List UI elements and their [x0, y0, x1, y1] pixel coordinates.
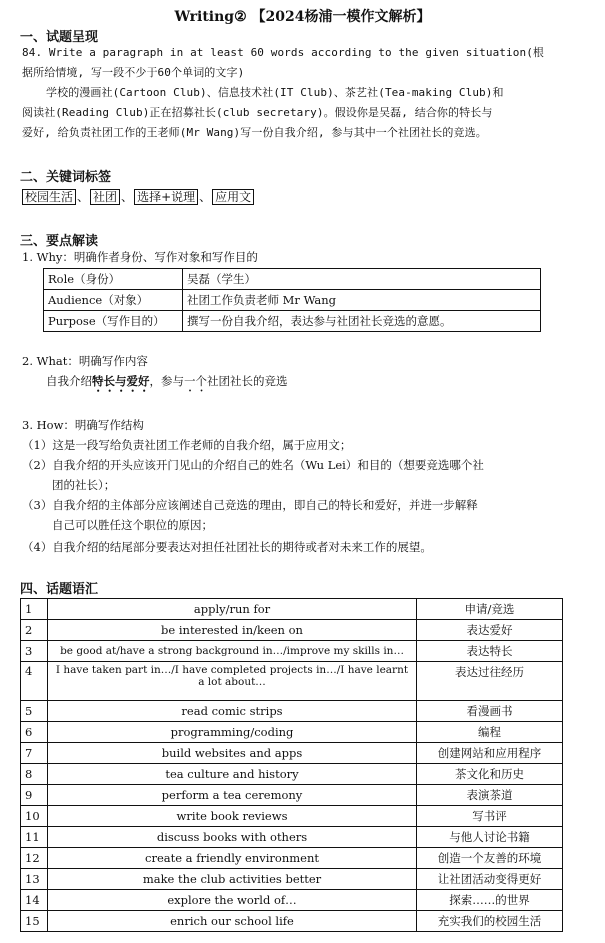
what-content: [46, 372, 288, 395]
english-phrase: build websites and apps: [48, 743, 417, 764]
table-row: [21, 911, 563, 932]
english-phrase: perform a tea ceremony: [48, 785, 417, 806]
row-number: 10: [21, 806, 48, 827]
prompt-line-2: 据所给情境, 写一段不少于60个单词的文字): [22, 66, 245, 79]
how-heading: 3. How：明确写作结构: [22, 418, 144, 432]
table-row: [21, 848, 563, 869]
role-table: [43, 268, 541, 332]
how-point-2-cont: 团的社长）；: [52, 478, 116, 492]
chinese-meaning: 写书评: [417, 806, 563, 827]
row-number: 6: [21, 722, 48, 743]
row-number: 8: [21, 764, 48, 785]
chinese-meaning: 看漫画书: [417, 701, 563, 722]
table-row: [21, 599, 563, 620]
table-row: [21, 806, 563, 827]
section2-heading: 二、关键词标签: [20, 170, 112, 185]
keyword-tag: 应用文: [212, 189, 254, 205]
prompt-line-5: 爱好, 给负责社团工作的王老师(Mr Wang)写一份自我介绍, 参与其中一个社团社长的竞选。: [22, 126, 487, 139]
how-point-2: （2）自我介绍的开头应该开门见山的介绍自己的姓名（Wu Lei）和目的（想要竞选哪个社: [22, 458, 484, 472]
what-heading: 2. What：明确写作内容: [22, 354, 148, 368]
table-row: [21, 890, 563, 911]
keyword-tags: [22, 188, 254, 205]
chinese-meaning: 申请/竞选: [417, 599, 563, 620]
row-number: 14: [21, 890, 48, 911]
chinese-meaning: 表达爱好: [417, 620, 563, 641]
row-number: 5: [21, 701, 48, 722]
chinese-meaning: 充实我们的校园生活: [417, 911, 563, 932]
what-text: ，参与: [149, 374, 184, 388]
tag-separator: 、: [121, 190, 134, 204]
how-point-4: （4）自我介绍的结尾部分要表达对担任社团社长的期待或者对未来工作的展望。: [22, 540, 432, 554]
row-number: 11: [21, 827, 48, 848]
purpose-key: Purpose（写作目的）: [44, 311, 183, 332]
table-row: [21, 620, 563, 641]
section4-heading: 四、话题语汇: [20, 582, 99, 597]
chinese-meaning: 与他人讨论书籍: [417, 827, 563, 848]
english-phrase: enrich our school life: [48, 911, 417, 932]
table-row: [21, 785, 563, 806]
english-phrase: create a friendly environment: [48, 848, 417, 869]
how-point-3-cont: 自己可以胜任这个职位的原因；: [52, 518, 213, 532]
chinese-meaning: 探索……的世界: [417, 890, 563, 911]
why-heading: 1. Why：明确作者身份、写作对象和写作目的: [22, 250, 258, 264]
table-row: [21, 827, 563, 848]
role-value: 吴磊（学生）: [183, 269, 541, 290]
row-number: 1: [21, 599, 48, 620]
keyword-tag: 社团: [90, 189, 120, 205]
table-row: [21, 641, 563, 662]
chinese-meaning: 表达过往经历: [417, 662, 563, 701]
row-number: 4: [21, 662, 48, 701]
chinese-meaning: 表达特长: [417, 641, 563, 662]
section1-heading: 一、试题呈现: [20, 30, 99, 45]
table-row: [44, 290, 541, 311]
what-text: 社团社长的竞选: [207, 374, 288, 388]
english-phrase: read comic strips: [48, 701, 417, 722]
what-emphasis: 特长与爱好: [92, 374, 150, 388]
chinese-meaning: 创造一个友善的环境: [417, 848, 563, 869]
english-phrase: programming/coding: [48, 722, 417, 743]
row-number: 7: [21, 743, 48, 764]
role-key: Role（身份）: [44, 269, 183, 290]
tag-separator: 、: [77, 190, 90, 204]
english-phrase: discuss books with others: [48, 827, 417, 848]
prompt-line-1: 84. Write a paragraph in at least 60 words according to the given situation(根: [22, 46, 545, 59]
table-row: [44, 269, 541, 290]
row-number: 3: [21, 641, 48, 662]
row-number: 12: [21, 848, 48, 869]
chinese-meaning: 让社团活动变得更好: [417, 869, 563, 890]
document-title: Writing② 【2024杨浦一模作文解析】: [174, 9, 431, 25]
row-number: 2: [21, 620, 48, 641]
chinese-meaning: 茶文化和历史: [417, 764, 563, 785]
vocabulary-table: [20, 598, 563, 932]
audience-key: Audience（对象）: [44, 290, 183, 311]
english-phrase: be interested in/keen on: [48, 620, 417, 641]
english-phrase: I have taken part in…/I have completed projects in…/I have learnt a lot about…: [48, 662, 417, 701]
row-number: 15: [21, 911, 48, 932]
english-phrase: be good at/have a strong background in…/improve my skills in…: [48, 641, 417, 662]
prompt-line-3: 学校的漫画社(Cartoon Club)、信息技术社(IT Club)、茶艺社(Tea-making Club)和: [46, 86, 504, 99]
table-row: [21, 764, 563, 785]
english-phrase: apply/run for: [48, 599, 417, 620]
chinese-meaning: 表演茶道: [417, 785, 563, 806]
section3-heading: 三、要点解读: [20, 234, 99, 249]
keyword-tag: 选择+说理: [134, 189, 198, 205]
table-row: [21, 662, 563, 701]
purpose-value: 撰写一份自我介绍，表达参与社团社长竞选的意愿。: [183, 311, 541, 332]
english-phrase: write book reviews: [48, 806, 417, 827]
row-number: 13: [21, 869, 48, 890]
chinese-meaning: 创建网站和应用程序: [417, 743, 563, 764]
table-row: [21, 701, 563, 722]
english-phrase: explore the world of…: [48, 890, 417, 911]
what-text: 自我介绍: [46, 374, 92, 388]
table-row: [21, 743, 563, 764]
table-row: [21, 869, 563, 890]
tag-separator: 、: [199, 190, 212, 204]
table-row: [21, 722, 563, 743]
row-number: 9: [21, 785, 48, 806]
table-row: [44, 311, 541, 332]
how-point-3: （3）自我介绍的主体部分应该阐述自己竞选的理由，即自己的特长和爱好，并进一步解释: [22, 498, 478, 512]
english-phrase: tea culture and history: [48, 764, 417, 785]
keyword-tag: 校园生活: [22, 189, 76, 205]
prompt-line-4: 阅读社(Reading Club)正在招募社长(club secretary)。假设你是吴磊, 结合你的特长与: [22, 106, 493, 119]
how-point-1: （1）这是一段写给负责社团工作老师的自我介绍，属于应用文；: [22, 438, 352, 452]
audience-value: 社团工作负责老师 Mr Wang: [183, 290, 541, 311]
what-emphasis: 一个: [184, 374, 207, 388]
english-phrase: make the club activities better: [48, 869, 417, 890]
chinese-meaning: 编程: [417, 722, 563, 743]
